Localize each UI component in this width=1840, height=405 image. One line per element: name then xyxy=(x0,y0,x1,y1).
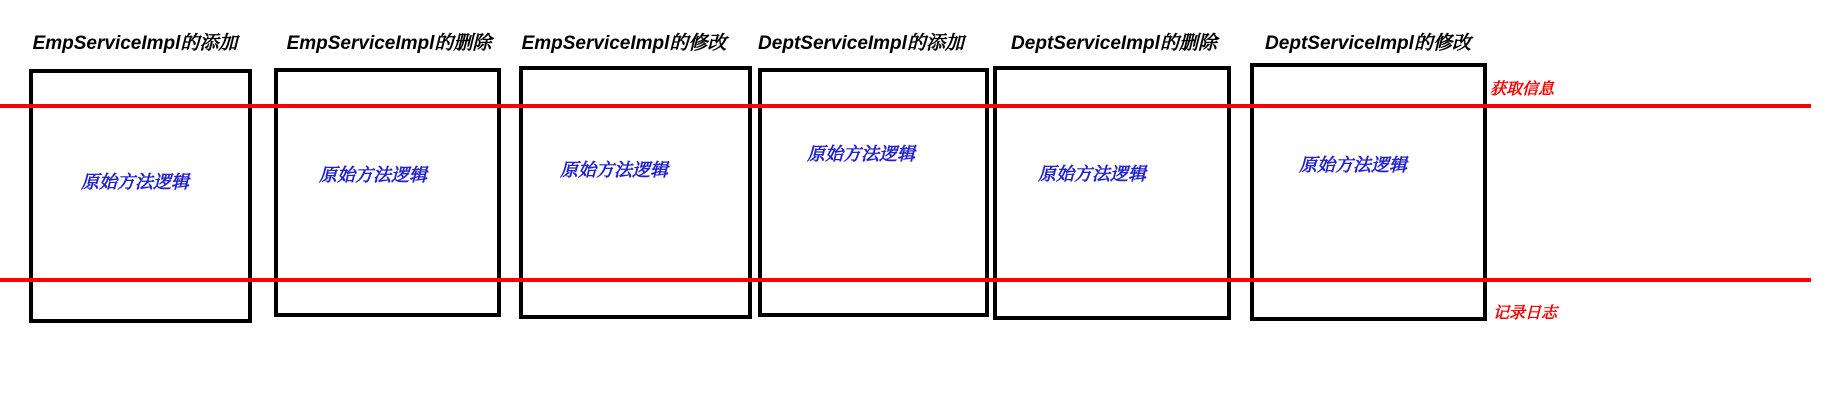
method-box-label-5: 原始方法逻辑 xyxy=(1038,164,1146,184)
column-title-5: DeptServiceImpl的删除 xyxy=(1011,33,1217,54)
column-title-3: EmpServiceImpl的修改 xyxy=(521,33,727,54)
method-box-label-2: 原始方法逻辑 xyxy=(319,165,427,185)
crosscutting-line-get-info xyxy=(0,104,1811,108)
crosscutting-label-log: 记录日志 xyxy=(1493,305,1558,322)
crosscutting-label-get-info: 获取信息 xyxy=(1490,81,1555,98)
method-box-6 xyxy=(1250,63,1487,321)
crosscutting-line-log xyxy=(0,278,1811,282)
column-title-6: DeptServiceImpl的修改 xyxy=(1265,33,1471,54)
column-title-2: EmpServiceImpl的删除 xyxy=(286,33,492,54)
method-box-label-3: 原始方法逻辑 xyxy=(560,160,668,180)
method-box-label-4: 原始方法逻辑 xyxy=(807,144,915,164)
method-box-label-6: 原始方法逻辑 xyxy=(1299,155,1407,175)
column-title-4: DeptServiceImpl的添加 xyxy=(758,33,964,54)
column-title-1: EmpServiceImpl的添加 xyxy=(32,33,238,54)
method-box-label-1: 原始方法逻辑 xyxy=(81,172,189,192)
